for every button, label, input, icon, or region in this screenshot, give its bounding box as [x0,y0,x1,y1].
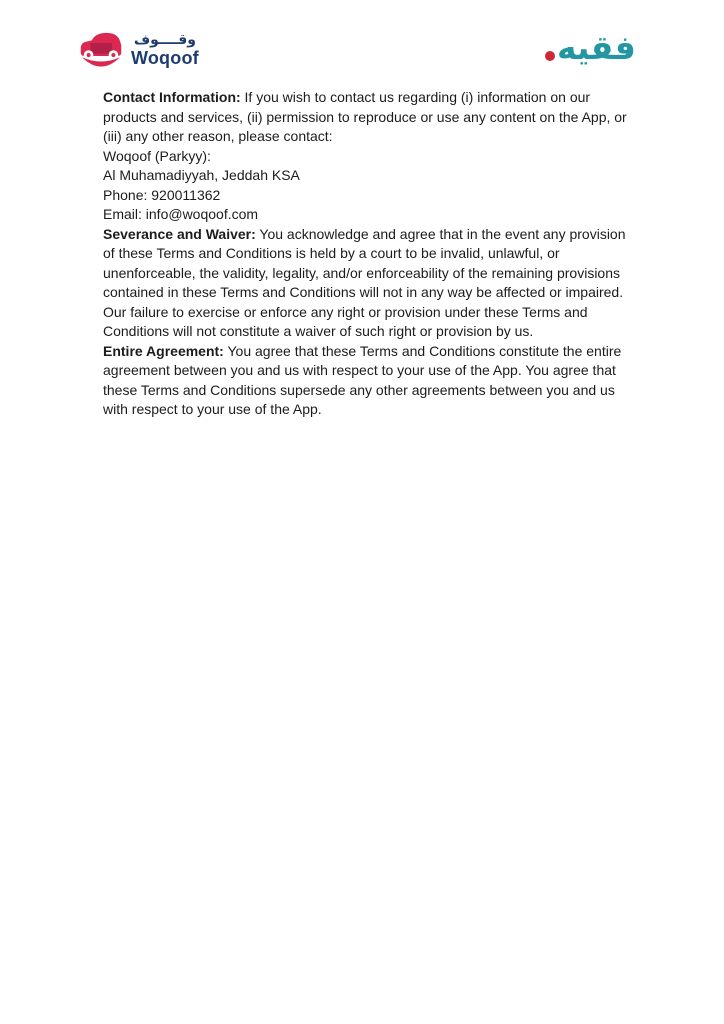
woqoof-latin-wordmark: Woqoof [131,48,199,68]
section-label: Severance and Waiver: [103,225,256,242]
section-severance-and-waiver [103,225,632,342]
section-entire-agreement [103,342,632,420]
fakieh-logo [545,30,636,66]
contact-line-address: Al Muhamadiyyah, Jeddah KSA [103,167,300,183]
section-label: Entire Agreement: [103,342,224,359]
contact-line-company: Woqoof (Parkyy): [103,147,211,164]
woqoof-arabic-wordmark: وقــــوف [133,32,196,48]
section-text: If you wish to contact us regarding (i) information on our products and services, (ii) permission to reproduce or use any content on the App, or (iii) any other reason, please contact: [103,89,627,144]
page-header [0,0,724,88]
woqoof-logo-text [131,33,199,67]
contact-line-phone: Phone: 920011362 [103,186,221,203]
fakieh-logo-dot-icon [545,51,555,61]
section-text: You agree that these Terms and Conditions constitute the entire agreement between you and us with respect to your use of the App. You agree that these Terms and Conditions supersede any other agreements between you and us with respect to your use of the App. [103,342,622,417]
contact-line-email: Email: info@woqoof.com [103,206,259,222]
section-label: Contact Information: [103,89,241,105]
woqoof-car-icon [78,28,124,72]
document-body [103,88,632,420]
section-text: You acknowledge and agree that in the event any provision of these Terms and Conditions is held by a court to be invalid, unlawful, or unenforceable, the validity, legality, and/or enforceability of the remaining provisions contained in these Terms and Conditions will not in any way be affected or impaired. Our failure to exercise or enforce any right or provision under these Terms and Conditions will not constitute a waiver of such right or provision by us. [103,225,626,339]
woqoof-logo [78,28,199,72]
section-contact-information [103,88,632,147]
fakieh-arabic-wordmark: فقيه [557,28,636,67]
